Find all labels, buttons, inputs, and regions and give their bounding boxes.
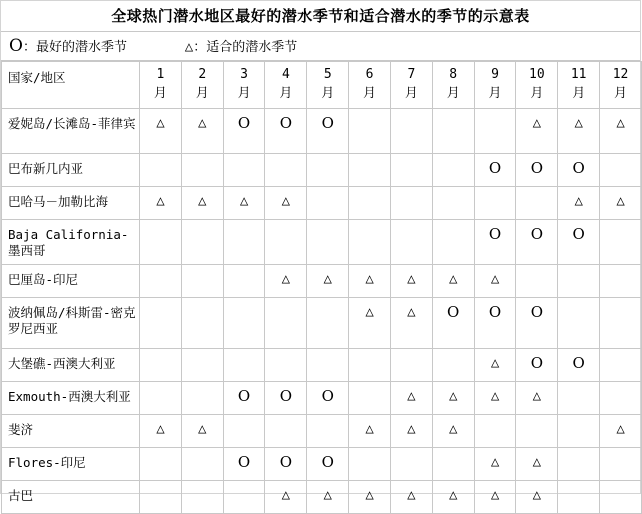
suitable-season-mark: △ [407, 421, 416, 437]
suitable-season-mark: △ [616, 115, 625, 131]
region-cell: 斐济 [2, 415, 140, 448]
season-cell-month-5 [307, 220, 349, 265]
season-cell-month-3 [223, 349, 265, 382]
suitable-season-mark: △ [407, 304, 416, 320]
season-cell-month-7 [390, 154, 432, 187]
best-season-mark: O [321, 453, 334, 471]
season-cell-month-10 [516, 220, 558, 265]
season-cell-month-12 [600, 220, 642, 265]
legend [1, 32, 640, 61]
season-cell-month-12 [600, 448, 642, 481]
season-cell-month-9 [474, 481, 516, 514]
best-season-mark: O [572, 225, 585, 243]
season-cell-month-8 [432, 220, 474, 265]
season-cell-month-6 [349, 415, 391, 448]
season-cell-month-8 [432, 154, 474, 187]
best-season-mark: O [279, 453, 293, 471]
region-cell: 巴哈马－加勒比海 [2, 187, 140, 220]
season-cell-month-11 [558, 448, 600, 481]
season-cell-month-7 [390, 265, 432, 298]
best-season-mark: O [572, 354, 585, 372]
suitable-season-mark: △ [156, 193, 165, 209]
season-cell-month-6 [349, 448, 391, 481]
season-cell-month-2 [181, 349, 223, 382]
suitable-season-mark: △ [616, 193, 625, 209]
region-cell: 古巴 [2, 481, 140, 514]
season-cell-month-1 [140, 298, 182, 349]
season-cell-month-1 [140, 109, 182, 154]
season-cell-month-9 [474, 448, 516, 481]
best-season-mark: O [488, 159, 502, 177]
season-cell-month-12 [600, 298, 642, 349]
season-cell-month-1 [140, 382, 182, 415]
season-cell-month-12 [600, 349, 642, 382]
season-cell-month-5 [307, 265, 349, 298]
table-row [2, 265, 642, 298]
suitable-season-mark: △ [323, 487, 332, 503]
season-cell-month-8 [432, 415, 474, 448]
season-cell-month-8 [432, 448, 474, 481]
season-cell-month-5 [307, 415, 349, 448]
suitable-season-mark: △ [490, 388, 500, 404]
season-cell-month-9 [474, 220, 516, 265]
page-title: 全球热门潜水地区最好的潜水季节和适合潜水的季节的示意表 [1, 1, 640, 32]
month-header-12: 12 月 [600, 62, 642, 109]
season-cell-month-9 [474, 109, 516, 154]
season-cell-month-4 [265, 187, 307, 220]
season-cell-month-4 [265, 109, 307, 154]
season-cell-month-12 [600, 382, 642, 415]
season-cell-month-11 [558, 154, 600, 187]
season-cell-month-7 [390, 415, 432, 448]
suitable-season-mark: △ [407, 388, 416, 404]
season-cell-month-5 [307, 349, 349, 382]
season-cell-month-3 [223, 265, 265, 298]
season-cell-month-1 [140, 349, 182, 382]
best-season-label: ：最好的潜水季节 [22, 40, 127, 55]
best-season-mark: O [279, 114, 293, 132]
suitable-season-mark: △ [448, 487, 458, 503]
suitable-season-symbol: △ [184, 39, 194, 55]
season-cell-month-12 [600, 481, 642, 514]
season-cell-month-7 [390, 448, 432, 481]
season-cell-month-1 [140, 187, 182, 220]
suitable-season-mark: △ [365, 487, 374, 503]
suitable-season-mark: △ [490, 487, 500, 503]
region-cell: Flores-印尼 [2, 448, 140, 481]
season-cell-month-9 [474, 298, 516, 349]
season-cell-month-3 [223, 187, 265, 220]
table-row [2, 448, 642, 481]
season-cell-month-10 [516, 154, 558, 187]
season-cell-month-9 [474, 415, 516, 448]
season-cell-month-6 [349, 187, 391, 220]
region-cell: Exmouth-西澳大利亚 [2, 382, 140, 415]
season-cell-month-4 [265, 448, 307, 481]
best-season-mark: O [279, 387, 293, 405]
suitable-season-mark: △ [198, 193, 207, 209]
season-cell-month-8 [432, 298, 474, 349]
suitable-season-mark: △ [281, 193, 291, 209]
season-cell-month-2 [181, 481, 223, 514]
suitable-season-mark: △ [532, 454, 542, 470]
season-cell-month-2 [181, 265, 223, 298]
season-cell-month-12 [600, 109, 642, 154]
season-cell-month-7 [390, 349, 432, 382]
suitable-season-mark: △ [448, 388, 458, 404]
suitable-season-mark: △ [323, 271, 332, 287]
season-cell-month-10 [516, 448, 558, 481]
season-cell-month-4 [265, 415, 307, 448]
season-cell-month-5 [307, 109, 349, 154]
season-cell-month-9 [474, 265, 516, 298]
season-cell-month-3 [223, 298, 265, 349]
season-cell-month-3 [223, 382, 265, 415]
month-header-10: 10 月 [516, 62, 558, 109]
season-cell-month-12 [600, 154, 642, 187]
season-cell-month-3 [223, 448, 265, 481]
season-cell-month-6 [349, 154, 391, 187]
table-row [2, 481, 642, 514]
suitable-season-mark: △ [616, 421, 625, 437]
month-header-8: 8 月 [432, 62, 474, 109]
season-cell-month-10 [516, 187, 558, 220]
month-header-9: 9 月 [474, 62, 516, 109]
season-cell-month-9 [474, 349, 516, 382]
season-cell-month-7 [390, 481, 432, 514]
season-cell-month-8 [432, 481, 474, 514]
best-season-mark: O [321, 114, 334, 132]
season-cell-month-7 [390, 109, 432, 154]
season-cell-month-7 [390, 298, 432, 349]
season-cell-month-6 [349, 109, 391, 154]
season-cell-month-11 [558, 382, 600, 415]
season-cell-month-3 [223, 220, 265, 265]
season-cell-month-10 [516, 298, 558, 349]
season-cell-month-7 [390, 220, 432, 265]
suitable-season-mark: △ [532, 487, 542, 503]
season-cell-month-12 [600, 187, 642, 220]
season-cell-month-5 [307, 154, 349, 187]
season-cell-month-11 [558, 187, 600, 220]
season-cell-month-12 [600, 415, 642, 448]
season-cell-month-2 [181, 415, 223, 448]
table-row [2, 109, 642, 154]
season-cell-month-4 [265, 382, 307, 415]
season-cell-month-1 [140, 481, 182, 514]
season-cell-month-8 [432, 265, 474, 298]
diving-seasons-table [1, 61, 642, 514]
season-cell-month-4 [265, 349, 307, 382]
season-cell-month-8 [432, 187, 474, 220]
region-cell: 爱妮岛/长滩岛-菲律宾 [2, 109, 140, 154]
best-season-mark: O [447, 303, 460, 321]
table-row [2, 187, 642, 220]
table-row [2, 220, 642, 265]
suitable-season-mark: △ [365, 421, 374, 437]
suitable-season-mark: △ [407, 487, 416, 503]
season-cell-month-7 [390, 187, 432, 220]
season-cell-month-7 [390, 382, 432, 415]
table-row [2, 349, 642, 382]
month-header-11: 11 月 [558, 62, 600, 109]
season-cell-month-10 [516, 109, 558, 154]
month-header-6: 6 月 [349, 62, 391, 109]
suitable-season-mark: △ [239, 193, 249, 209]
suitable-season-mark: △ [574, 193, 583, 209]
month-header-1: 1 月 [140, 62, 182, 109]
table-row [2, 298, 642, 349]
legend-suitable-season [185, 33, 297, 62]
season-cell-month-11 [558, 349, 600, 382]
best-season-symbol: O [9, 36, 23, 56]
season-cell-month-2 [181, 298, 223, 349]
season-cell-month-2 [181, 382, 223, 415]
season-cell-month-2 [181, 109, 223, 154]
region-cell: Baja California-墨西哥 [2, 220, 140, 265]
region-cell: 大堡礁-西澳大利亚 [2, 349, 140, 382]
season-cell-month-3 [223, 415, 265, 448]
suitable-season-mark: △ [156, 115, 165, 131]
season-cell-month-2 [181, 187, 223, 220]
suitable-season-mark: △ [407, 271, 416, 287]
best-season-mark: O [488, 303, 502, 321]
season-cell-month-8 [432, 349, 474, 382]
region-cell: 巴布新几内亚 [2, 154, 140, 187]
suitable-season-mark: △ [281, 487, 291, 503]
month-header-2: 2 月 [181, 62, 223, 109]
season-cell-month-11 [558, 109, 600, 154]
best-season-mark: O [237, 453, 251, 471]
season-cell-month-6 [349, 220, 391, 265]
season-cell-month-11 [558, 298, 600, 349]
best-season-mark: O [572, 159, 585, 177]
region-cell: 巴厘岛-印尼 [2, 265, 140, 298]
table-row [2, 154, 642, 187]
season-cell-month-5 [307, 298, 349, 349]
suitable-season-mark: △ [490, 454, 500, 470]
best-season-mark: O [530, 159, 544, 177]
season-cell-month-2 [181, 154, 223, 187]
region-column-header: 国家/地区 [2, 62, 140, 109]
season-cell-month-1 [140, 448, 182, 481]
legend-best-season [9, 32, 127, 62]
season-cell-month-8 [432, 382, 474, 415]
season-cell-month-2 [181, 448, 223, 481]
month-header-row [2, 62, 642, 109]
season-cell-month-6 [349, 382, 391, 415]
season-cell-month-10 [516, 349, 558, 382]
season-cell-month-6 [349, 265, 391, 298]
season-cell-month-5 [307, 382, 349, 415]
suitable-season-mark: △ [156, 421, 165, 437]
suitable-season-mark: △ [532, 115, 542, 131]
season-cell-month-10 [516, 265, 558, 298]
best-season-mark: O [237, 114, 251, 132]
season-cell-month-1 [140, 265, 182, 298]
best-season-mark: O [321, 387, 334, 405]
season-cell-month-4 [265, 481, 307, 514]
season-cell-month-6 [349, 298, 391, 349]
month-header-4: 4 月 [265, 62, 307, 109]
season-cell-month-11 [558, 481, 600, 514]
month-header-3: 3 月 [223, 62, 265, 109]
suitable-season-label: ：适合的潜水季节 [193, 40, 298, 55]
season-cell-month-10 [516, 415, 558, 448]
suitable-season-mark: △ [365, 271, 374, 287]
season-cell-month-1 [140, 220, 182, 265]
season-cell-month-4 [265, 154, 307, 187]
season-cell-month-5 [307, 187, 349, 220]
suitable-season-mark: △ [198, 421, 207, 437]
table-row [2, 382, 642, 415]
suitable-season-mark: △ [448, 271, 458, 287]
best-season-mark: O [237, 387, 251, 405]
suitable-season-mark: △ [532, 388, 542, 404]
season-cell-month-2 [181, 220, 223, 265]
season-cell-month-1 [140, 415, 182, 448]
season-cell-month-8 [432, 109, 474, 154]
season-cell-month-1 [140, 154, 182, 187]
season-cell-month-11 [558, 265, 600, 298]
best-season-mark: O [530, 225, 544, 243]
region-cell: 波纳佩岛/科斯雷-密克罗尼西亚 [2, 298, 140, 349]
season-cell-month-9 [474, 382, 516, 415]
season-cell-month-4 [265, 220, 307, 265]
table-row [2, 415, 642, 448]
season-cell-month-5 [307, 481, 349, 514]
season-cell-month-9 [474, 154, 516, 187]
season-cell-month-10 [516, 481, 558, 514]
season-cell-month-6 [349, 349, 391, 382]
season-cell-month-4 [265, 265, 307, 298]
season-cell-month-3 [223, 154, 265, 187]
suitable-season-mark: △ [281, 271, 291, 287]
suitable-season-mark: △ [574, 115, 583, 131]
best-season-mark: O [530, 303, 544, 321]
season-cell-month-9 [474, 187, 516, 220]
table-body [2, 109, 642, 514]
suitable-season-mark: △ [365, 304, 374, 320]
best-season-mark: O [488, 225, 502, 243]
season-cell-month-4 [265, 298, 307, 349]
month-header-5: 5 月 [307, 62, 349, 109]
best-season-mark: O [530, 354, 544, 372]
season-cell-month-11 [558, 220, 600, 265]
season-cell-month-11 [558, 415, 600, 448]
season-cell-month-10 [516, 382, 558, 415]
month-header-7: 7 月 [390, 62, 432, 109]
season-cell-month-6 [349, 481, 391, 514]
suitable-season-mark: △ [198, 115, 207, 131]
season-cell-month-3 [223, 481, 265, 514]
season-cell-month-3 [223, 109, 265, 154]
suitable-season-mark: △ [490, 355, 500, 371]
suitable-season-mark: △ [448, 421, 458, 437]
suitable-season-mark: △ [490, 271, 500, 287]
season-cell-month-5 [307, 448, 349, 481]
season-cell-month-12 [600, 265, 642, 298]
